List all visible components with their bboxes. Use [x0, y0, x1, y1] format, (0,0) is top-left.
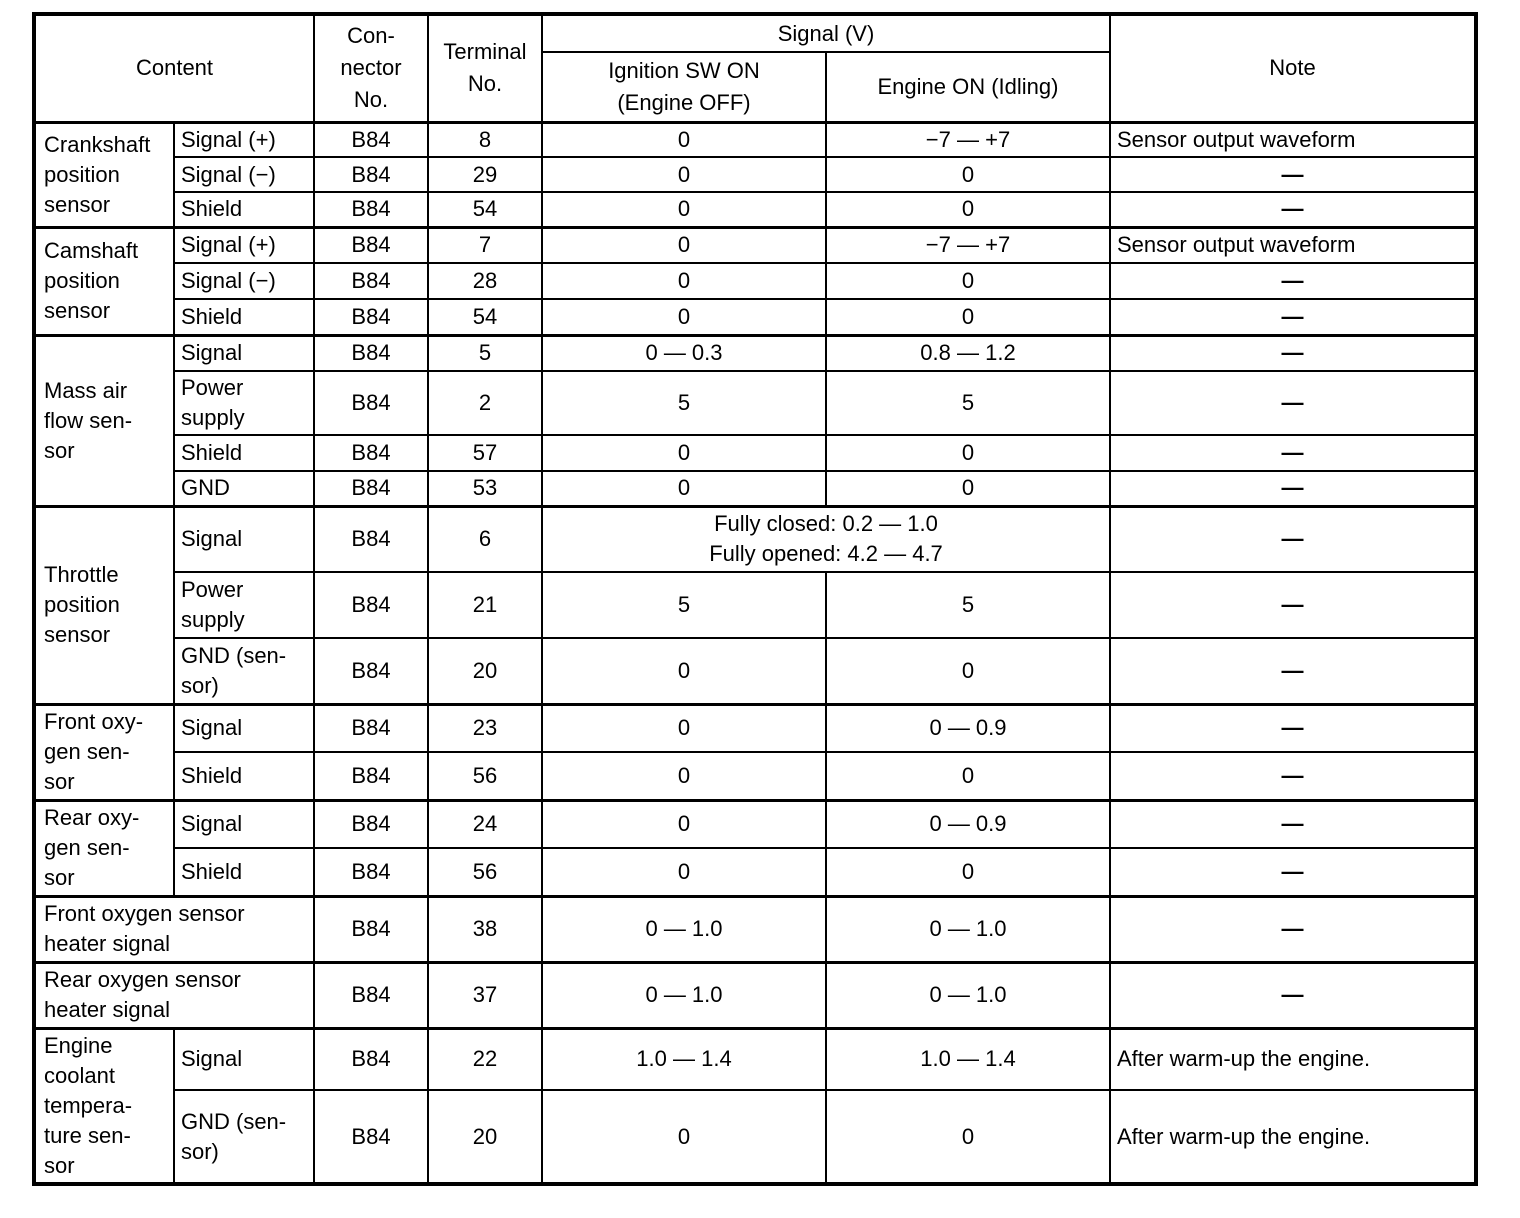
cell-connector: B84	[314, 471, 428, 506]
cell-engine: 1.0 — 1.4	[826, 1028, 1110, 1090]
cell-engine: 0 — 1.0	[826, 896, 1110, 962]
group-front-o2-sensor: Front oxy- gen sen- sor	[34, 704, 174, 800]
table-row	[34, 371, 1476, 435]
cell-connector: B84	[314, 192, 428, 227]
table-row	[34, 962, 1476, 1028]
cell-terminal: 2	[428, 371, 542, 435]
cell-terminal: 23	[428, 704, 542, 752]
cell-item: GND (sen- sor)	[174, 638, 314, 704]
table-row	[34, 1028, 1476, 1090]
cell-connector: B84	[314, 962, 428, 1028]
cell-ignition: 0	[542, 1090, 826, 1184]
cell-item: Shield	[174, 435, 314, 471]
cell-note: After warm-up the engine.	[1110, 1028, 1476, 1090]
cell-note: —	[1110, 299, 1476, 335]
cell-note: —	[1110, 752, 1476, 800]
cell-item: Signal (+)	[174, 227, 314, 263]
header-ignition-on: Ignition SW ON (Engine OFF)	[542, 52, 826, 122]
cell-engine: 0	[826, 157, 1110, 192]
cell-note: —	[1110, 506, 1476, 572]
cell-engine: 0	[826, 435, 1110, 471]
cell-connector: B84	[314, 896, 428, 962]
cell-item: GND	[174, 471, 314, 506]
cell-item: Signal (−)	[174, 157, 314, 192]
cell-note: —	[1110, 638, 1476, 704]
cell-ignition: 0	[542, 227, 826, 263]
cell-terminal: 8	[428, 122, 542, 157]
cell-ignition: 0	[542, 122, 826, 157]
cell-item: Power supply	[174, 371, 314, 435]
table-row	[34, 227, 1476, 263]
cell-note: —	[1110, 572, 1476, 638]
cell-ignition: 1.0 — 1.4	[542, 1028, 826, 1090]
cell-connector: B84	[314, 263, 428, 299]
cell-note: —	[1110, 962, 1476, 1028]
cell-ignition: 0	[542, 263, 826, 299]
cell-engine: 0	[826, 299, 1110, 335]
cell-ignition: 0	[542, 192, 826, 227]
cell-combined-signal: Fully closed: 0.2 — 1.0 Fully opened: 4.2 — 4.7	[542, 506, 1110, 572]
cell-engine: −7 — +7	[826, 227, 1110, 263]
table-row	[34, 192, 1476, 227]
cell-engine: 0 — 0.9	[826, 704, 1110, 752]
cell-connector: B84	[314, 157, 428, 192]
cell-note: After warm-up the engine.	[1110, 1090, 1476, 1184]
cell-ignition: 0 — 1.0	[542, 896, 826, 962]
cell-note: —	[1110, 192, 1476, 227]
cell-terminal: 22	[428, 1028, 542, 1090]
group-crankshaft-sensor: Crankshaft position sensor	[34, 122, 174, 227]
cell-ignition: 0 — 1.0	[542, 962, 826, 1028]
cell-connector: B84	[314, 506, 428, 572]
ecm-signal-table	[32, 12, 1478, 1186]
group-maf-sensor: Mass air flow sen- sor	[34, 335, 174, 506]
cell-ignition: 5	[542, 371, 826, 435]
cell-engine: 0	[826, 848, 1110, 896]
cell-ignition: 0 — 0.3	[542, 335, 826, 371]
cell-note: —	[1110, 848, 1476, 896]
cell-engine: 5	[826, 371, 1110, 435]
cell-connector: B84	[314, 638, 428, 704]
cell-ignition: 0	[542, 848, 826, 896]
cell-note: —	[1110, 435, 1476, 471]
cell-terminal: 56	[428, 752, 542, 800]
cell-note: Sensor output waveform	[1110, 227, 1476, 263]
cell-ignition: 0	[542, 752, 826, 800]
cell-connector: B84	[314, 335, 428, 371]
cell-item: Signal	[174, 506, 314, 572]
table-row	[34, 638, 1476, 704]
cell-terminal: 54	[428, 299, 542, 335]
cell-terminal: 29	[428, 157, 542, 192]
table-row	[34, 896, 1476, 962]
cell-connector: B84	[314, 1090, 428, 1184]
cell-connector: B84	[314, 752, 428, 800]
cell-engine: 0	[826, 471, 1110, 506]
header-content: Content	[34, 14, 314, 122]
header-engine-on: Engine ON (Idling)	[826, 52, 1110, 122]
cell-engine: 0	[826, 1090, 1110, 1184]
cell-engine: 0	[826, 638, 1110, 704]
header-signal: Signal (V)	[542, 14, 1110, 52]
group-rear-o2-heater: Rear oxygen sensor heater signal	[34, 962, 314, 1028]
cell-terminal: 54	[428, 192, 542, 227]
cell-terminal: 21	[428, 572, 542, 638]
table-row	[34, 471, 1476, 506]
cell-terminal: 5	[428, 335, 542, 371]
cell-item: Shield	[174, 752, 314, 800]
cell-engine: 0 — 0.9	[826, 800, 1110, 848]
header-terminal: Terminal No.	[428, 14, 542, 122]
cell-ignition: 0	[542, 704, 826, 752]
signal-table-container	[32, 12, 1478, 1186]
cell-note: —	[1110, 157, 1476, 192]
cell-note: —	[1110, 471, 1476, 506]
group-throttle-sensor: Throttle position sensor	[34, 506, 174, 704]
cell-terminal: 20	[428, 638, 542, 704]
cell-item: Signal	[174, 800, 314, 848]
cell-engine: −7 — +7	[826, 122, 1110, 157]
cell-item: Signal (+)	[174, 122, 314, 157]
cell-connector: B84	[314, 227, 428, 263]
table-row	[34, 263, 1476, 299]
cell-item: Signal	[174, 335, 314, 371]
cell-terminal: 20	[428, 1090, 542, 1184]
cell-engine: 0	[826, 263, 1110, 299]
cell-connector: B84	[314, 848, 428, 896]
cell-connector: B84	[314, 1028, 428, 1090]
header-note: Note	[1110, 14, 1476, 122]
cell-connector: B84	[314, 299, 428, 335]
cell-note: —	[1110, 800, 1476, 848]
group-coolant-temp-sensor: Engine coolant tempera- ture sen- sor	[34, 1028, 174, 1184]
cell-engine: 5	[826, 572, 1110, 638]
cell-item: GND (sen- sor)	[174, 1090, 314, 1184]
table-row	[34, 752, 1476, 800]
cell-ignition: 0	[542, 299, 826, 335]
cell-item: Signal	[174, 1028, 314, 1090]
cell-terminal: 24	[428, 800, 542, 848]
cell-item: Shield	[174, 192, 314, 227]
cell-terminal: 7	[428, 227, 542, 263]
cell-item: Power supply	[174, 572, 314, 638]
cell-connector: B84	[314, 435, 428, 471]
cell-ignition: 0	[542, 638, 826, 704]
table-row	[34, 299, 1476, 335]
cell-terminal: 38	[428, 896, 542, 962]
cell-connector: B84	[314, 704, 428, 752]
cell-item: Shield	[174, 299, 314, 335]
cell-terminal: 28	[428, 263, 542, 299]
table-row	[34, 122, 1476, 157]
table-row	[34, 704, 1476, 752]
cell-engine: 0	[826, 752, 1110, 800]
cell-item: Signal	[174, 704, 314, 752]
table-row	[34, 572, 1476, 638]
cell-note: —	[1110, 263, 1476, 299]
header-connector: Con- nector No.	[314, 14, 428, 122]
cell-terminal: 6	[428, 506, 542, 572]
table-row	[34, 506, 1476, 572]
cell-note: —	[1110, 896, 1476, 962]
table-row	[34, 800, 1476, 848]
table-row	[34, 848, 1476, 896]
group-front-o2-heater: Front oxygen sensor heater signal	[34, 896, 314, 962]
cell-engine: 0 — 1.0	[826, 962, 1110, 1028]
cell-note: —	[1110, 704, 1476, 752]
cell-note: Sensor output waveform	[1110, 122, 1476, 157]
cell-terminal: 37	[428, 962, 542, 1028]
cell-connector: B84	[314, 800, 428, 848]
cell-connector: B84	[314, 371, 428, 435]
cell-item: Signal (−)	[174, 263, 314, 299]
cell-item: Shield	[174, 848, 314, 896]
cell-ignition: 0	[542, 157, 826, 192]
cell-ignition: 5	[542, 572, 826, 638]
cell-ignition: 0	[542, 800, 826, 848]
table-row	[34, 1090, 1476, 1184]
cell-terminal: 57	[428, 435, 542, 471]
group-rear-o2-sensor: Rear oxy- gen sen- sor	[34, 800, 174, 896]
cell-connector: B84	[314, 122, 428, 157]
cell-terminal: 53	[428, 471, 542, 506]
cell-ignition: 0	[542, 435, 826, 471]
table-row	[34, 335, 1476, 371]
cell-connector: B84	[314, 572, 428, 638]
cell-engine: 0	[826, 192, 1110, 227]
cell-note: —	[1110, 371, 1476, 435]
cell-note: —	[1110, 335, 1476, 371]
group-camshaft-sensor: Camshaft position sensor	[34, 227, 174, 335]
cell-engine: 0.8 — 1.2	[826, 335, 1110, 371]
table-row	[34, 157, 1476, 192]
table-row	[34, 435, 1476, 471]
cell-terminal: 56	[428, 848, 542, 896]
cell-ignition: 0	[542, 471, 826, 506]
